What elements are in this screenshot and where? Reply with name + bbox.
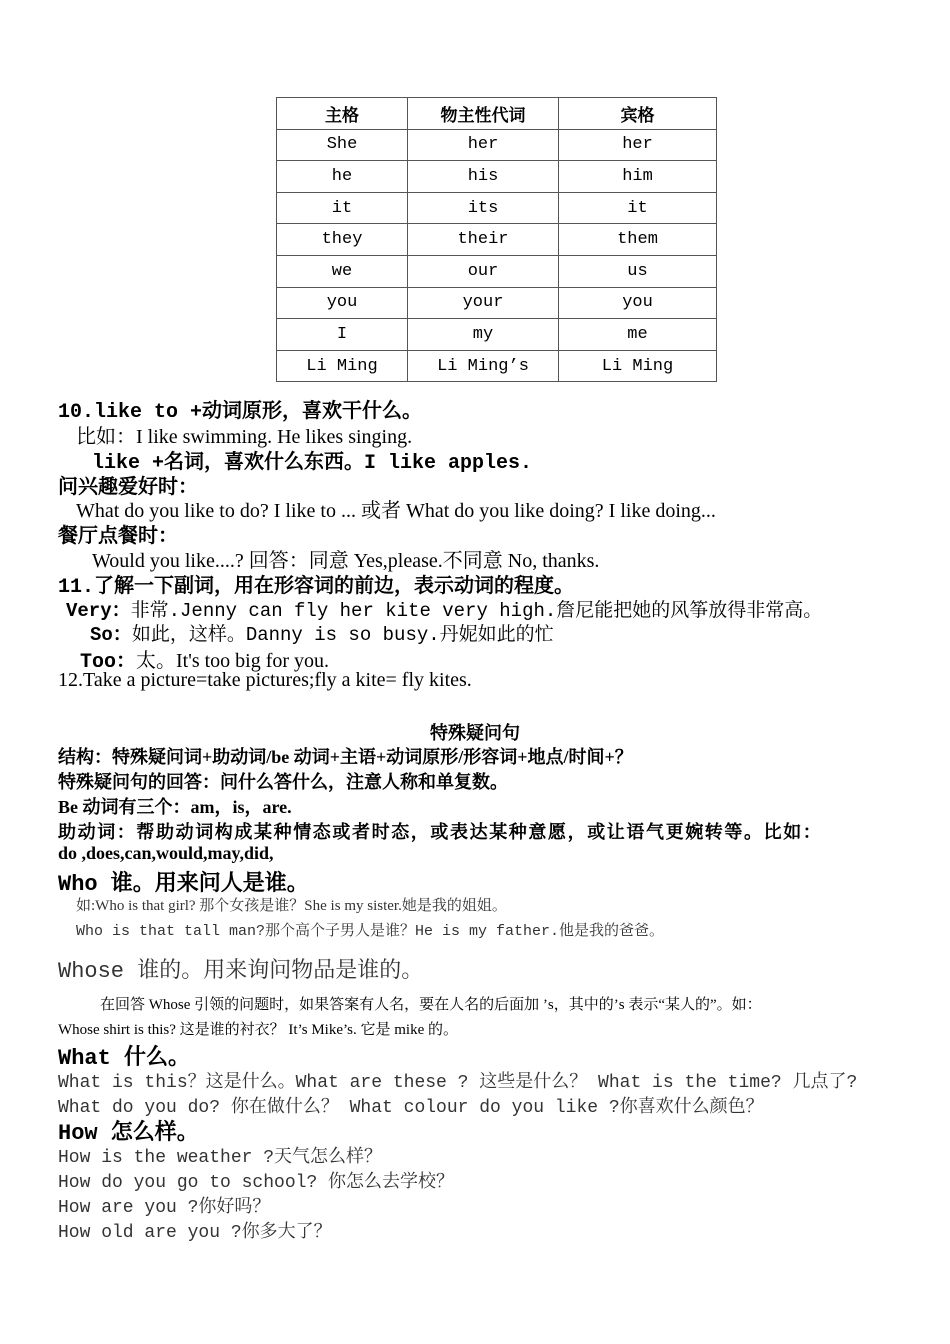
whose-heading: Whose 谁的。用来询问物品是谁的。 (58, 959, 424, 984)
header-subject: 主格 (277, 98, 408, 130)
what-heading: What 什么。 (58, 1046, 191, 1071)
so-label: So： (90, 624, 132, 646)
table-header-row (277, 98, 717, 130)
section-10-noun-rule: like +名词，喜欢什么东西。I like apples. (92, 452, 533, 475)
table-cell: Li Ming (277, 350, 408, 382)
structure-line: 结构：特殊疑问词+助动词/be 动词+主语+动词原形/形容词+地点/时间+？ (58, 747, 633, 767)
how-example-4: How old are you ?你多大了？ (58, 1223, 332, 1243)
who-example-1: 如:Who is that girl? 那个女孩是谁？She is my sister.她是我的姐姐。 (76, 898, 507, 914)
very-text: 非常.Jenny can fly her kite very high.詹尼能把她的风筝放得非常高。 (130, 600, 823, 622)
table-cell: our (408, 255, 559, 287)
hobby-example: What do you like to do? I like to ... 或者 What do you like doing? I like doing... (76, 500, 716, 522)
table-cell: they (277, 224, 408, 256)
table-cell: I (277, 319, 408, 351)
what-example-2: What do you do? 你在做什么？ What colour do you like ?你喜欢什么颜色？ (58, 1098, 764, 1118)
header-possessive: 物主性代词 (408, 98, 559, 130)
who-heading: Who 谁。用来问人是谁。 (58, 872, 309, 897)
aux-verbs-line: 助动词：帮助动词构成某种情态或者时态，或表达某种意愿，或让语气更婉转等。比如： (58, 822, 823, 842)
section-10-title: 10.like to +动词原形，喜欢干什么。 (58, 401, 423, 424)
table-cell: their (408, 224, 559, 256)
table-cell: we (277, 255, 408, 287)
restaurant-example: Would you like....? 回答：同意 Yes,please.不同意 No, thanks. (92, 550, 600, 572)
table-row (277, 161, 717, 193)
table-cell: his (408, 161, 559, 193)
table-row (277, 319, 717, 351)
be-verbs-line: Be 动词有三个：am，is，are. (58, 797, 292, 817)
very-line (66, 595, 822, 622)
table-cell: it (559, 192, 717, 224)
table-cell: her (559, 129, 717, 161)
table-row (277, 255, 717, 287)
very-label: Very： (66, 600, 131, 622)
table-cell: Li Ming (559, 350, 717, 382)
section-10-example: 比如：I like swimming. He likes singing. (76, 426, 413, 448)
section-12-text: 12.Take a picture=take pictures;fly a kite= fly kites. (58, 669, 472, 691)
how-example-2: How do you go to school? 你怎么去学校？ (58, 1173, 455, 1193)
table-cell: it (277, 192, 408, 224)
table-cell: us (559, 255, 717, 287)
too-label: Too： (80, 651, 137, 674)
table-cell: him (559, 161, 717, 193)
table-row (277, 287, 717, 319)
table-cell: Li Ming’s (408, 350, 559, 382)
table-row (277, 129, 717, 161)
table-cell: you (277, 287, 408, 319)
section-11-title: 11.了解一下副词，用在形容词的前边，表示动词的程度。 (58, 576, 575, 599)
table-cell: its (408, 192, 559, 224)
table-cell: you (559, 287, 717, 319)
so-text: 如此，这样。Danny is so busy.丹妮如此的忙 (131, 624, 554, 646)
table-cell: he (277, 161, 408, 193)
restaurant-heading: 餐厅点餐时： (58, 526, 178, 549)
table-row (277, 224, 717, 256)
table-cell: her (408, 129, 559, 161)
pronoun-table (276, 97, 717, 382)
hobby-heading: 问兴趣爱好时： (58, 477, 198, 500)
table-cell: She (277, 129, 408, 161)
so-line (90, 619, 554, 646)
what-example-1: What is this？这是什么。What are these ? 这些是什么？ What is the time? 几点了? (58, 1073, 858, 1093)
answer-rule-line: 特殊疑问句的回答：问什么答什么，注意人称和单复数。 (58, 772, 508, 792)
how-example-1: How is the weather ?天气怎么样？ (58, 1148, 383, 1168)
header-object: 宾格 (559, 98, 717, 130)
table-cell: your (408, 287, 559, 319)
table-cell: my (408, 319, 559, 351)
table-cell: them (559, 224, 717, 256)
how-heading: How 怎么样。 (58, 1121, 199, 1146)
who-example-2: Who is that tall man?那个高个子男人是谁？He is my father.他是我的爸爸。 (76, 923, 665, 940)
special-questions-title: 特殊疑问句 (430, 723, 520, 743)
table-row (277, 192, 717, 224)
too-text: 太。It's too big for you. (136, 650, 330, 672)
whose-explain: 在回答 Whose 引领的问题时，如果答案有人名，要在人名的后面加 ’s，其中的’s 表示“某人的”。如： (100, 997, 762, 1013)
whose-example: Whose shirt is this? 这是谁的衬衣？ It’s Mike’s. 它是 mike 的。 (58, 1022, 458, 1038)
how-example-3: How are you ?你好吗？ (58, 1198, 271, 1218)
aux-verbs-list: do ,does,can,would,may,did, (58, 843, 274, 863)
table-row (277, 350, 717, 382)
table-cell: me (559, 319, 717, 351)
